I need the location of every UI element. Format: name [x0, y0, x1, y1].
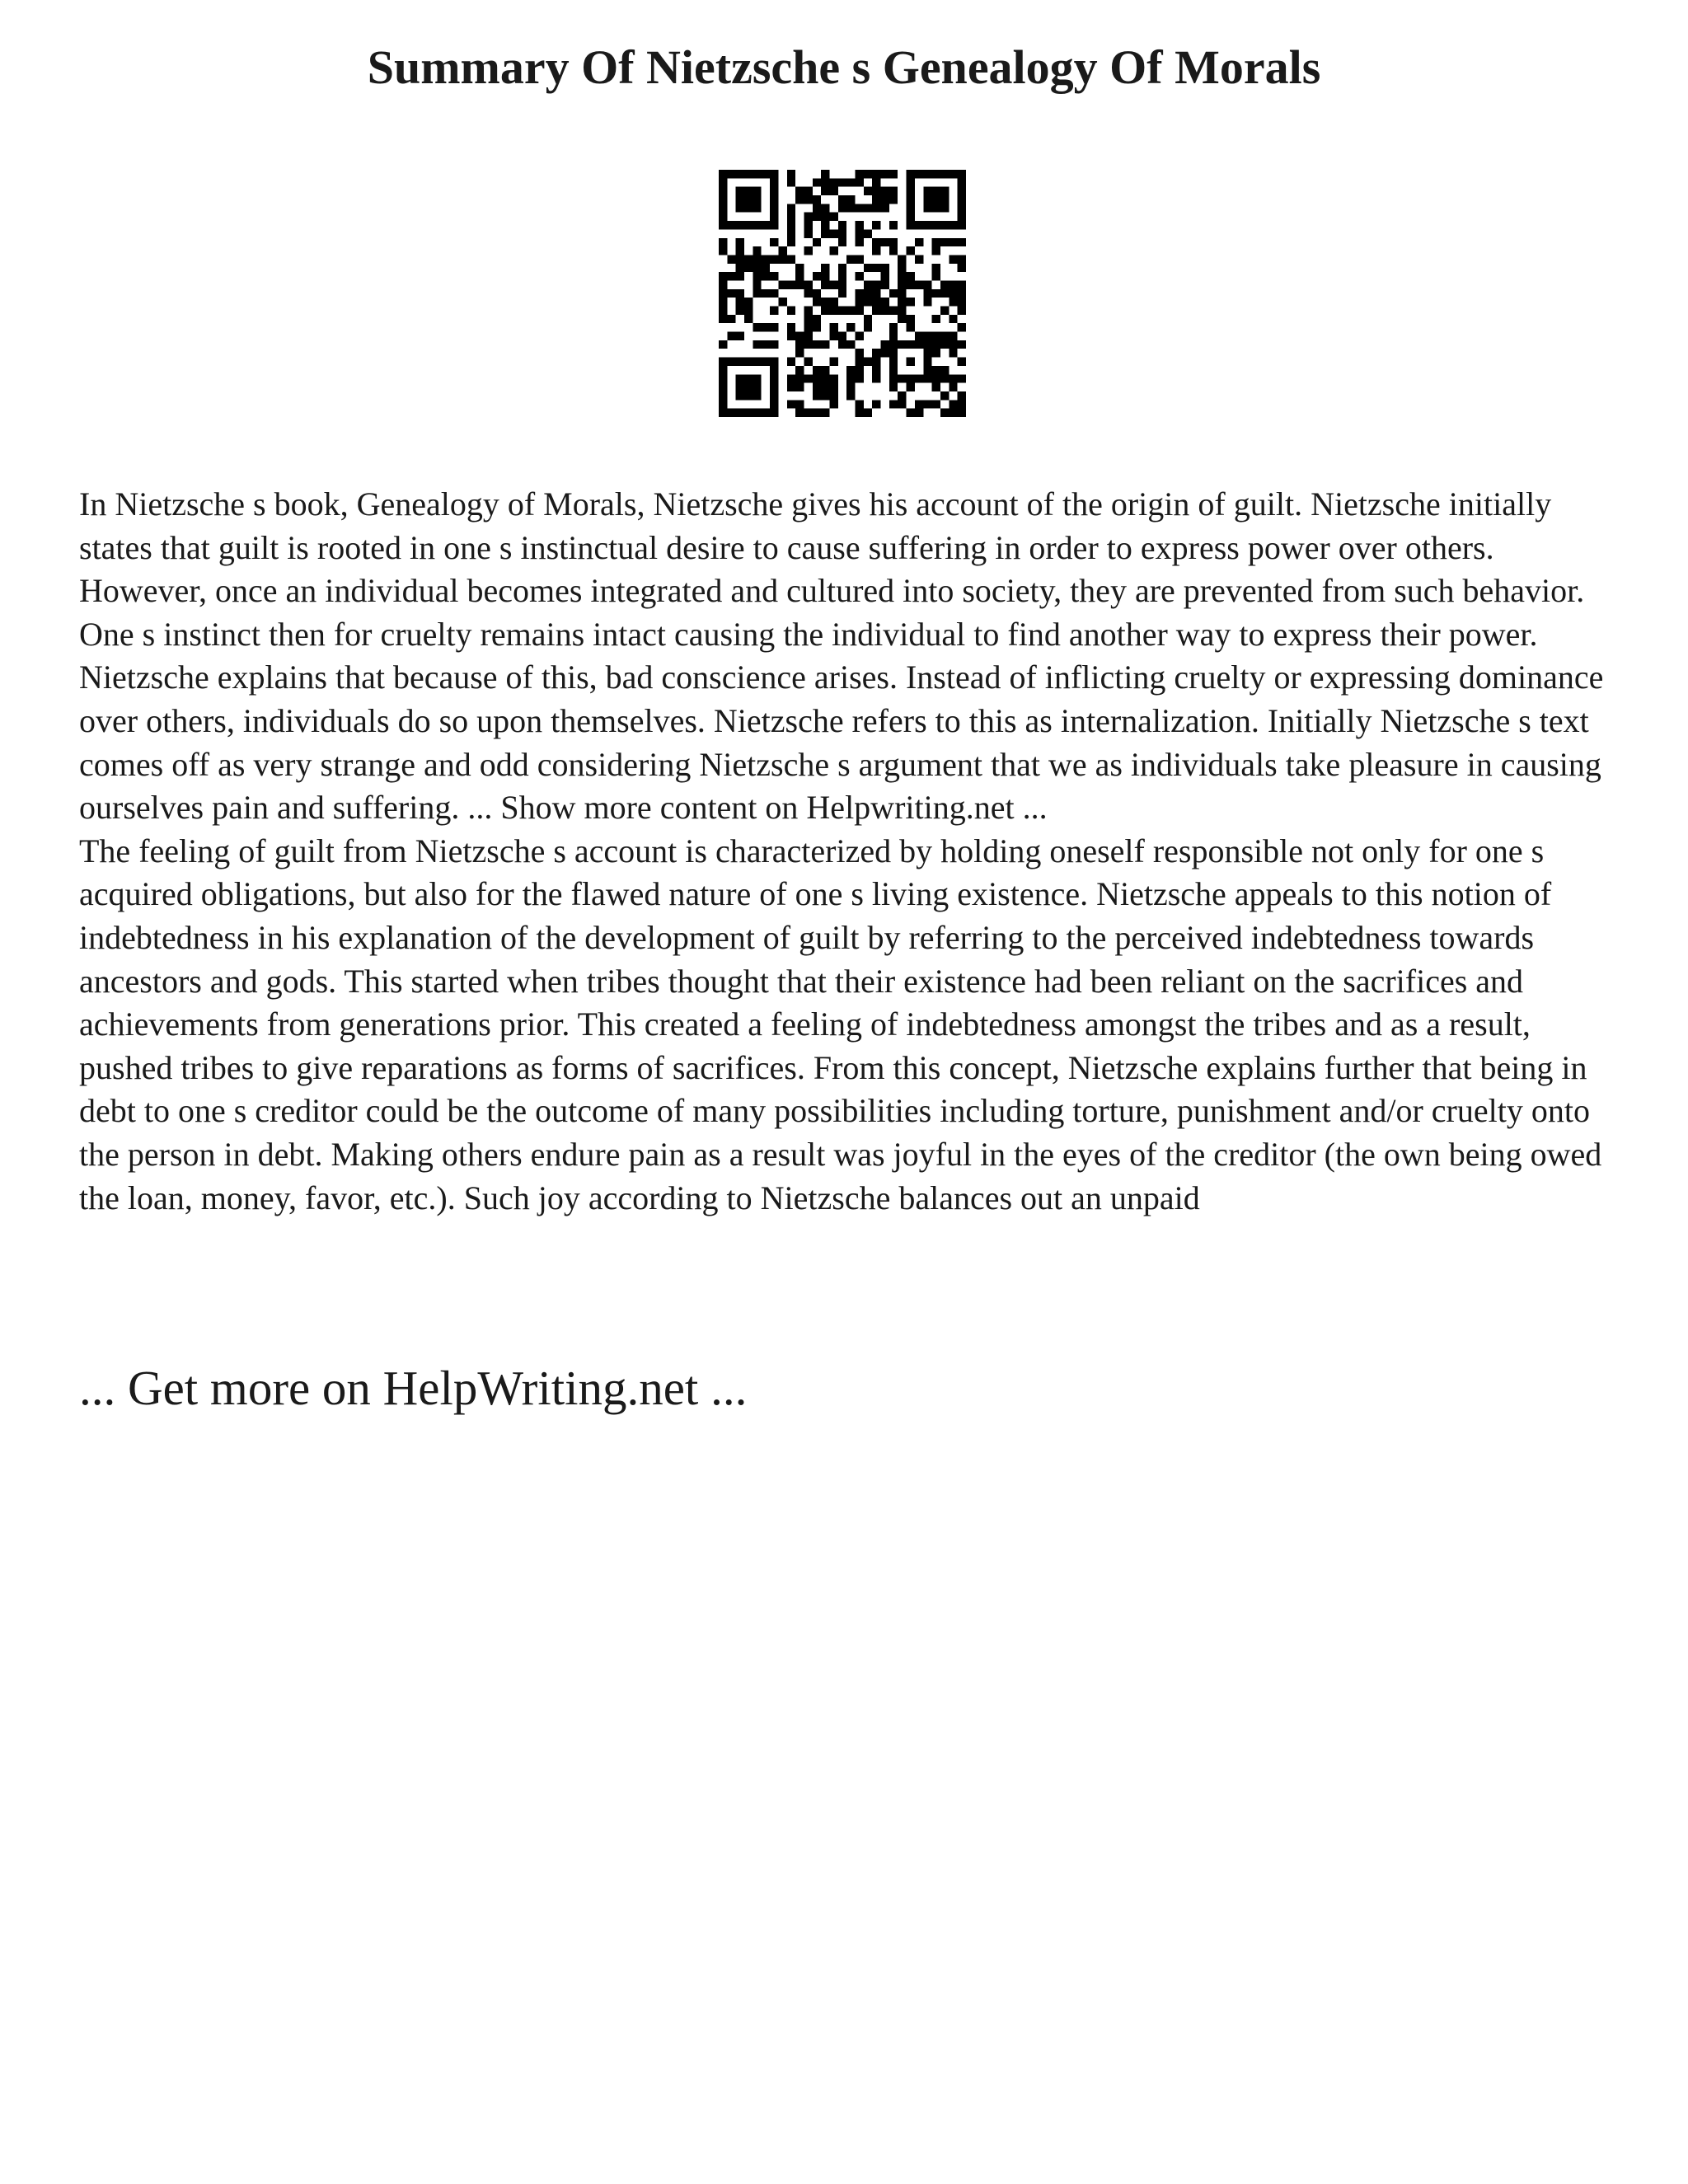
article-body — [79, 483, 1629, 1220]
get-more-link[interactable]: ... Get more on HelpWriting.net ... — [79, 1361, 748, 1415]
qr-code-icon — [719, 170, 966, 417]
paragraph: The feeling of guilt from Nietzsche s account is characterized by holding oneself responsible not only for one s acquired obligations, but also for the flawed nature of one s living existence. Nietzsche appeals to this notion of indebtedness in his explanation of the development of guilt by referring to the perceived indebtedness towards ancestors and gods. This started when tribes thought that their existence had been reliant on the sacrifices and achievements from generations prior. This created a feeling of indebtedness amongst the tribes and as a result, pushed tribes to give reparations as forms of sacrifices. From this concept, Nietzsche explains further that being in debt to one s creditor could be the outcome of many possibilities including torture, punishment and/or cruelty onto the person in debt. Making others endure pain as a result was joyful in the eyes of the creditor (the own being owed the loan, money, favor, etc.). Such joy according to Nietzsche balances out an unpaid — [79, 832, 1602, 1216]
page-title: Summary Of Nietzsche s Genealogy Of Morals — [367, 40, 1321, 94]
paragraph: In Nietzsche s book, Genealogy of Morals, Nietzsche gives his account of the origin of guilt. Nietzsche initially states that guilt is rooted in one s instinctual desire to cause suffering in order to express power over others. However, once an individual becomes integrated and cultured into society, they are prevented from such behavior. One s instinct then for cruelty remains intact causing the individual to find another way to express their power. Nietzsche explains that because of this, bad conscience arises. Instead of inflicting cruelty or expressing dominance over others, individuals do so upon themselves. Nietzsche refers to this as internalization. Initially Nietzsche s text comes off as very strange and odd considering Nietzsche s argument that we as individuals take pleasure in causing ourselves pain and suffering. ... Show more content on Helpwriting.net ... — [79, 485, 1604, 827]
